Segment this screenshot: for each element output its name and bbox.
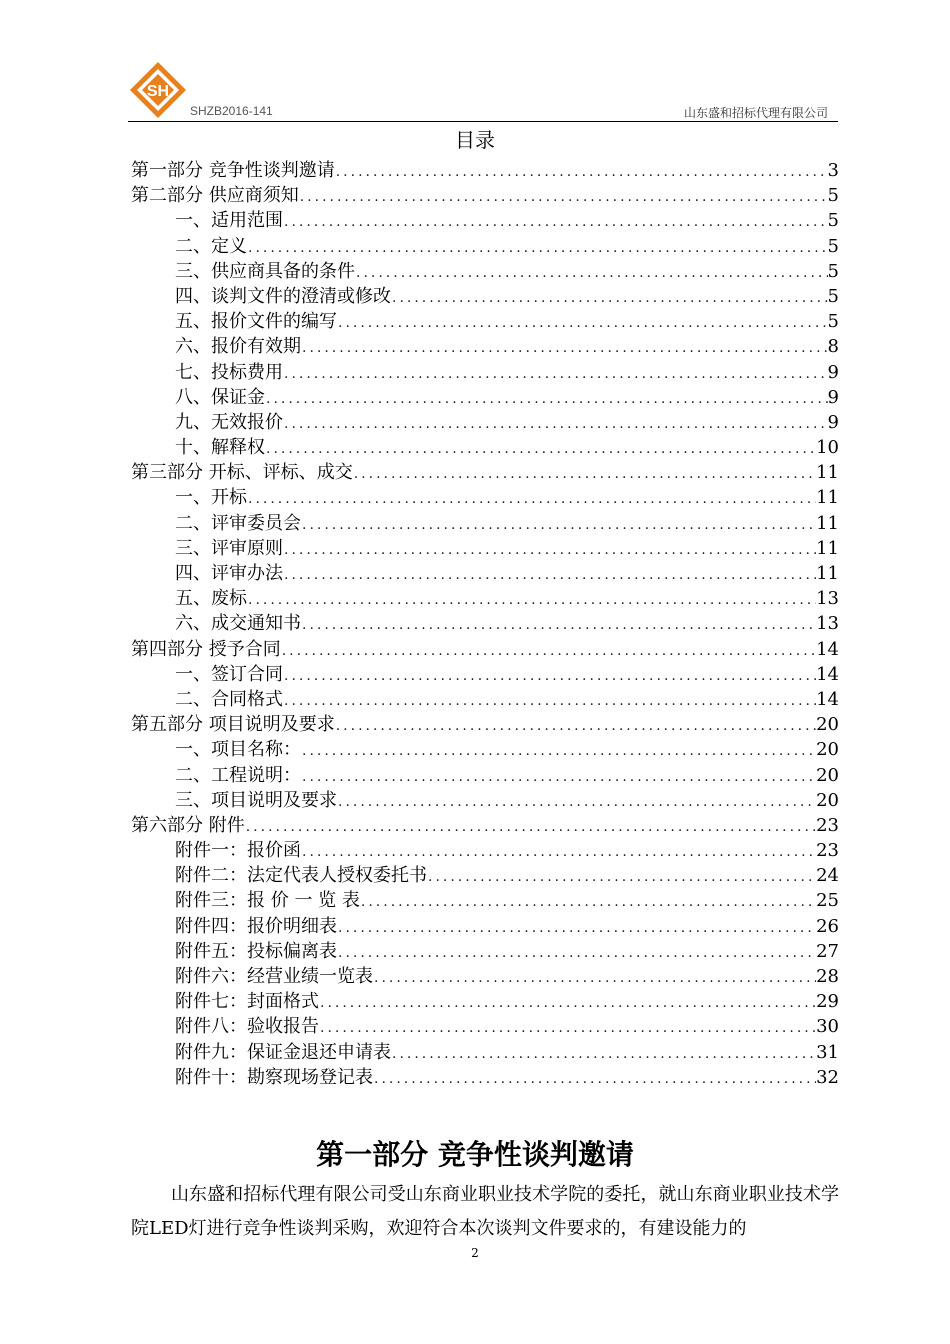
toc-entry-page: 23 — [816, 840, 839, 862]
toc-entry-label: 三、评审原则 — [175, 537, 283, 559]
toc-entry-page: 14 — [816, 688, 839, 710]
toc-entry-label: 附件四：报价明细表 — [175, 915, 337, 937]
toc-leader-dots — [283, 538, 816, 563]
toc-entry[interactable] — [131, 259, 839, 284]
toc-entry[interactable] — [131, 637, 839, 662]
toc-entry[interactable] — [131, 410, 839, 435]
toc-leader-dots — [391, 1042, 816, 1067]
toc-entry-page: 8 — [827, 336, 839, 358]
toc-entry[interactable] — [131, 687, 839, 712]
logo-lettering: SH — [146, 83, 170, 100]
toc-entry-page: 10 — [816, 437, 839, 459]
toc-leader-dots — [265, 387, 828, 412]
toc-leader-dots — [283, 664, 816, 689]
toc-title: 目录 — [455, 128, 495, 152]
toc-entry-label: 附件七：封面格式 — [175, 991, 319, 1013]
toc-entry-label: 八、保证金 — [175, 386, 265, 408]
toc-entry-label: 七、投标费用 — [175, 361, 283, 383]
toc-entry-label: 附件五：投标偏离表 — [175, 940, 337, 962]
toc-leader-dots — [391, 286, 828, 311]
document-code: SHZB2016-141 — [190, 104, 273, 118]
toc-entry-label: 三、供应商具备的条件 — [175, 260, 355, 282]
toc-entry-label: 附件三：报 价 一 览 表 — [175, 890, 360, 912]
toc-leader-dots — [301, 613, 816, 638]
toc-entry-page: 9 — [827, 361, 839, 383]
toc-entry-page: 11 — [816, 537, 839, 559]
toc-entry-page: 11 — [816, 487, 839, 509]
toc-entry[interactable] — [131, 1065, 839, 1090]
toc-leader-dots — [281, 639, 816, 664]
toc-entry-page: 5 — [827, 210, 839, 232]
toc-entry-label: 二、定义 — [175, 235, 247, 257]
toc-entry-label: 九、无效报价 — [175, 411, 283, 433]
toc-entry[interactable] — [131, 964, 839, 989]
toc-leader-dots — [301, 765, 816, 790]
toc-leader-dots — [283, 563, 816, 588]
toc-leader-dots — [283, 689, 816, 714]
toc-entry-label: 一、开标 — [175, 487, 247, 509]
toc-leader-dots — [247, 236, 828, 261]
toc-entry-label: 二、评审委员会 — [175, 512, 301, 534]
toc-entry-label: 十、解释权 — [175, 437, 265, 459]
toc-entry[interactable] — [131, 234, 839, 259]
toc-leader-dots — [360, 890, 816, 915]
toc-entry-label: 五、报价文件的编写 — [175, 311, 337, 333]
toc-entry-page: 20 — [816, 714, 839, 736]
toc-entry-page: 28 — [816, 966, 839, 987]
toc-entry[interactable] — [131, 511, 839, 536]
toc-entry-page: 20 — [816, 764, 839, 786]
toc-entry[interactable] — [131, 989, 839, 1014]
toc-entry[interactable] — [131, 284, 839, 309]
toc-entry-page: 24 — [816, 865, 839, 887]
toc-entry-page: 20 — [816, 739, 839, 761]
toc-leader-dots — [283, 362, 828, 387]
toc-entry-label: 附件一：报价函 — [175, 840, 301, 862]
toc-leader-dots — [301, 336, 828, 361]
toc-entry[interactable] — [131, 586, 839, 611]
toc-entry[interactable] — [131, 485, 839, 510]
toc-entry-page: 31 — [816, 1041, 839, 1063]
toc-entry-label: 附件十：勘察现场登记表 — [175, 1066, 373, 1088]
toc-leader-dots — [301, 840, 816, 865]
toc-entry-label: 二、工程说明： — [175, 764, 301, 786]
toc-entry-page: 30 — [816, 1016, 839, 1038]
toc-entry[interactable] — [131, 1040, 839, 1065]
toc-entry-page: 32 — [816, 1066, 839, 1088]
page-header — [128, 60, 838, 120]
toc-entry-page: 3 — [827, 160, 839, 181]
toc-entry-label: 五、废标 — [175, 588, 247, 610]
toc-entry-label: 第四部分 授予合同 — [131, 638, 281, 660]
toc-leader-dots — [301, 513, 816, 538]
toc-entry[interactable] — [131, 536, 839, 561]
toc-leader-dots — [245, 815, 816, 840]
toc-leader-dots — [337, 790, 816, 815]
toc-leader-dots — [335, 714, 816, 739]
toc-entry[interactable] — [131, 385, 839, 410]
toc-leader-dots — [247, 588, 816, 613]
toc-entry[interactable] — [131, 939, 839, 964]
toc-entry[interactable] — [131, 435, 839, 460]
table-of-contents — [131, 158, 839, 1090]
toc-entry-label: 第五部分 项目说明及要求 — [131, 714, 335, 736]
toc-entry-page: 5 — [827, 185, 839, 207]
header-company-name: 山东盛和招标代理有限公司 — [683, 106, 828, 120]
header-divider — [128, 121, 838, 122]
toc-entry-label: 附件六：经营业绩一览表 — [175, 966, 373, 987]
toc-leader-dots — [337, 311, 828, 336]
toc-entry[interactable] — [131, 914, 839, 939]
toc-entry-page: 5 — [827, 285, 839, 307]
toc-leader-dots — [355, 261, 828, 286]
toc-entry[interactable] — [131, 183, 839, 208]
toc-entry[interactable] — [131, 788, 839, 813]
toc-entry-page: 13 — [816, 588, 839, 610]
toc-entry-label: 一、适用范围 — [175, 210, 283, 232]
toc-entry-page: 5 — [827, 260, 839, 282]
toc-entry-label: 附件二：法定代表人授权委托书 — [175, 865, 427, 887]
toc-entry[interactable] — [131, 813, 839, 838]
toc-leader-dots — [265, 437, 816, 462]
toc-leader-dots — [319, 991, 816, 1016]
toc-entry[interactable] — [131, 737, 839, 762]
toc-entry-label: 六、报价有效期 — [175, 336, 301, 358]
toc-leader-dots — [427, 865, 816, 890]
toc-entry-page: 14 — [816, 638, 839, 660]
toc-entry-page: 13 — [816, 613, 839, 635]
toc-entry-label: 一、项目名称： — [175, 739, 301, 761]
toc-entry-page: 25 — [816, 890, 839, 912]
toc-entry-label: 第六部分 附件 — [131, 814, 245, 836]
toc-leader-dots — [353, 462, 816, 487]
toc-entry-label: 第一部分 竞争性谈判邀请 — [131, 160, 335, 181]
toc-entry[interactable] — [131, 863, 839, 888]
toc-entry-label: 四、谈判文件的澄清或修改 — [175, 285, 391, 307]
toc-entry-page: 11 — [816, 563, 839, 584]
toc-entry-label: 第三部分 开标、评标、成交 — [131, 462, 353, 484]
company-logo — [128, 60, 188, 120]
toc-leader-dots — [335, 160, 828, 185]
toc-entry[interactable] — [131, 334, 839, 359]
toc-entry-label: 四、评审办法 — [175, 563, 283, 584]
toc-entry[interactable] — [131, 561, 839, 586]
page-number: 2 — [471, 1246, 479, 1260]
toc-entry[interactable] — [131, 460, 839, 485]
toc-entry-page: 14 — [816, 663, 839, 685]
section-title: 第一部分 竞争性谈判邀请 — [316, 1138, 634, 1171]
toc-entry[interactable] — [131, 763, 839, 788]
toc-leader-dots — [283, 412, 828, 437]
toc-leader-dots — [247, 487, 816, 512]
toc-leader-dots — [337, 916, 816, 941]
toc-leader-dots — [283, 210, 828, 235]
toc-leader-dots — [299, 185, 828, 210]
section-paragraph: 山东盛和招标代理有限公司受山东商业职业技术学院的委托，就山东商业职业技术学院LED灯进行竞争性谈判采购，欢迎符合本次谈判文件要求的，有建设能力的 — [131, 1184, 839, 1239]
toc-entry-label: 附件九：保证金退还申请表 — [175, 1041, 391, 1063]
toc-entry-page: 5 — [827, 311, 839, 333]
toc-entry[interactable] — [131, 1014, 839, 1039]
toc-entry[interactable] — [131, 888, 839, 913]
toc-entry[interactable] — [131, 309, 839, 334]
toc-leader-dots — [319, 1016, 816, 1041]
toc-entry-label: 第二部分 供应商须知 — [131, 185, 299, 207]
toc-entry-page: 29 — [816, 991, 839, 1013]
toc-entry-label: 附件八：验收报告 — [175, 1016, 319, 1038]
toc-entry-label: 二、合同格式 — [175, 688, 283, 710]
toc-entry-page: 26 — [816, 915, 839, 937]
toc-entry-page: 11 — [816, 462, 839, 484]
toc-leader-dots — [373, 1067, 816, 1092]
toc-entry[interactable] — [131, 662, 839, 687]
toc-entry-label: 一、签订合同 — [175, 663, 283, 685]
toc-entry-label: 三、项目说明及要求 — [175, 789, 337, 811]
toc-entry-label: 六、成交通知书 — [175, 613, 301, 635]
toc-entry[interactable] — [131, 208, 839, 233]
toc-entry-page: 11 — [816, 512, 839, 534]
toc-entry-page: 9 — [827, 411, 839, 433]
toc-leader-dots — [301, 739, 816, 764]
toc-entry-page: 23 — [816, 814, 839, 836]
toc-entry[interactable] — [131, 360, 839, 385]
toc-entry[interactable] — [131, 838, 839, 863]
toc-entry-page: 9 — [827, 386, 839, 408]
toc-entry[interactable] — [131, 158, 839, 183]
toc-entry-page: 20 — [816, 789, 839, 811]
toc-leader-dots — [373, 966, 816, 991]
toc-entry-page: 5 — [827, 235, 839, 257]
toc-entry[interactable] — [131, 712, 839, 737]
toc-leader-dots — [337, 941, 816, 966]
toc-entry-page: 27 — [816, 940, 839, 962]
toc-entry[interactable] — [131, 611, 839, 636]
